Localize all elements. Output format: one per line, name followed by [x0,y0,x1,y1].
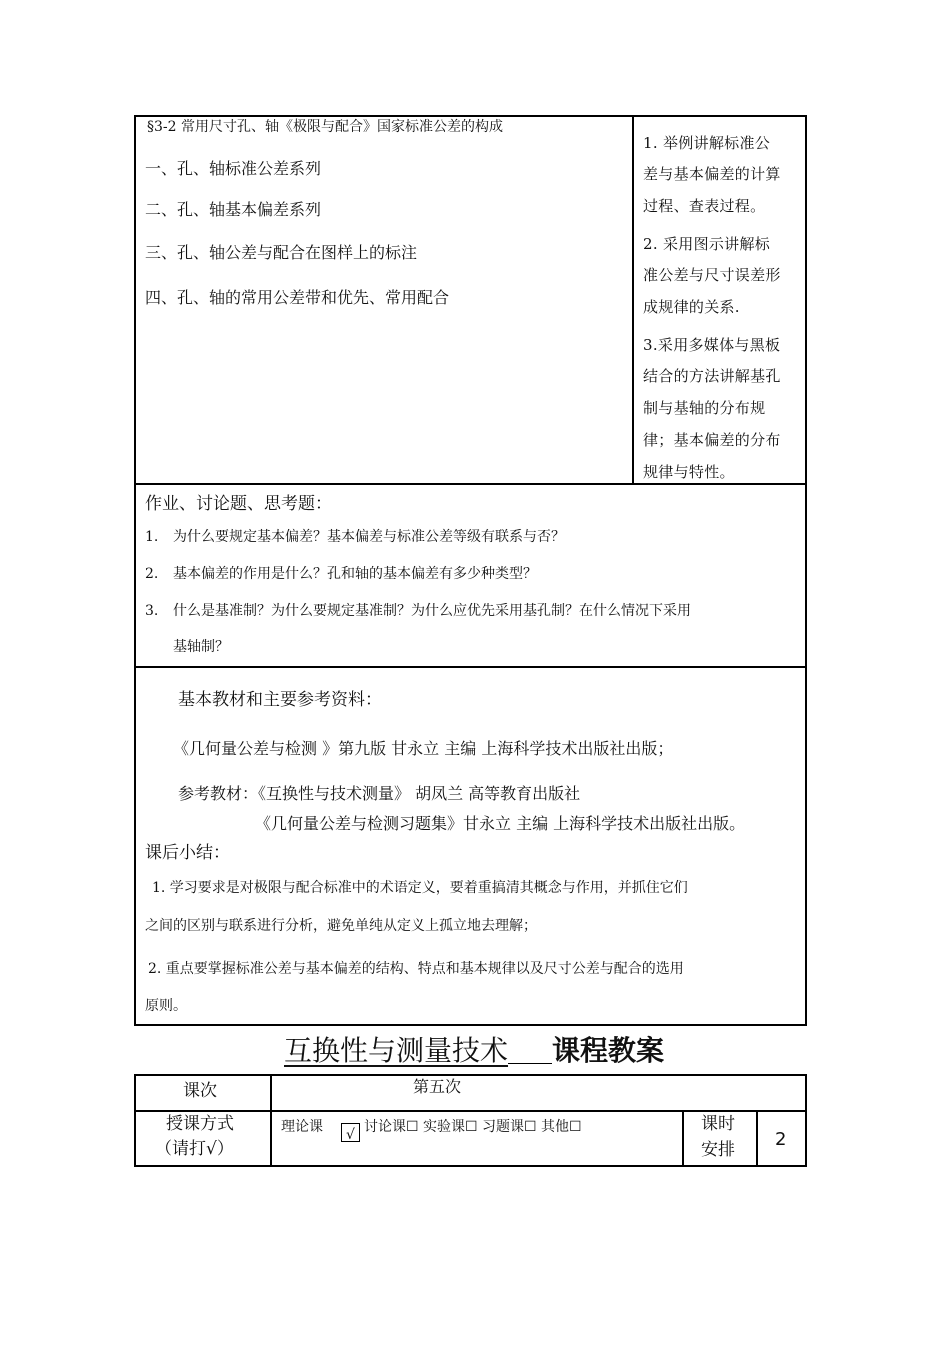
lesson-label: 课次 [183,1081,217,1101]
method-line: 成规律的关系. [643,298,740,316]
method-line: 律；基本偏差的分布 [643,431,781,449]
course-title-suffix: 课程教案 [552,1034,665,1067]
references-textbook: 《几何量公差与检测 》第九版 甘永立 主编 上海科学技术出版社出版； [173,739,674,758]
method-line: 结合的方法讲解基孔 [643,367,781,385]
homework-q2-number: 2. [145,566,159,582]
hours-label-line2: 安排 [701,1140,735,1160]
outline-item-3: 三、孔、轴公差与配合在图样上的标注 [145,243,418,262]
course-title-name: 互换性与测量技术 [284,1034,509,1067]
homework-q3-line2: 基轴制？ [173,639,229,655]
lesson-table-row-divider [135,1110,806,1112]
outline-section-title: §3-2 常用尺寸孔、轴《极限与配合》国家标准公差的构成 [147,119,503,135]
mode-label-line1: 授课方式 [166,1114,234,1134]
method-line: 差与基本偏差的计算 [643,165,781,183]
references-heading: 基本教材和主要参考资料： [178,690,382,710]
summary-heading: 课后小结： [145,843,230,863]
homework-q1: 为什么要规定基本偏差？基本偏差与标准公差等级有联系与否？ [173,529,565,545]
mode-theory-checkbox[interactable] [341,1123,360,1142]
hours-value: 2 [775,1129,787,1150]
references-divider [135,666,806,668]
lesson-table-hours-label-divider [682,1111,684,1166]
method-line: 3.采用多媒体与黑板 [643,336,781,354]
method-line: 2. 采用图示讲解标 [643,235,771,253]
mode-other-options: 讨论课☐ 实验课☐ 习题课☐ 其他☐ [364,1119,582,1135]
method-line: 过程、查表过程。 [643,197,766,215]
summary-p2-line2: 原则。 [145,998,187,1014]
summary-p1-line2: 之间的区别与联系进行分析，避免单纯从定义上孤立地去理解； [145,918,537,934]
homework-q3-line1: 什么是基准制？为什么要规定基准制？为什么应优先采用基孔制？在什么情况下采用 [173,603,691,619]
method-line: 制与基轴的分布规 [643,399,766,417]
lesson-table-hours-value-divider [756,1111,758,1166]
check-mark-icon: √ [346,1127,355,1143]
references-ref1: 参考教材：《互换性与技术测量》 胡凤兰 高等教育出版社 [178,784,581,803]
upper-table-column-divider [632,116,634,485]
homework-divider [135,483,806,485]
lesson-value: 第五次 [413,1077,462,1096]
homework-q3-number: 3. [145,603,159,619]
method-line: 规律与特性。 [643,463,735,481]
course-title-underline-gap [508,1039,552,1064]
course-title [284,1034,665,1067]
outline-item-2: 二、孔、轴基本偏差系列 [145,200,322,219]
homework-q2: 基本偏差的作用是什么？孔和轴的基本偏差有多少种类型？ [173,566,537,582]
lesson-table-label-divider [270,1075,272,1166]
mode-label-line2: （请打√） [155,1139,234,1159]
homework-heading: 作业、讨论题、思考题： [145,494,332,514]
hours-label-line1: 课时 [701,1114,735,1134]
method-line: 1. 举例讲解标准公 [643,134,771,152]
mode-theory-label: 理论课 [281,1119,323,1135]
summary-p2-line1: 2. 重点要掌握标准公差与基本偏差的结构、特点和基本规律以及尺寸公差与配合的选用 [148,961,684,977]
homework-q1-number: 1. [145,529,159,545]
references-ref2: 《几何量公差与检测习题集》甘永立 主编 上海科学技术出版社出版。 [255,814,746,833]
summary-p1-line1: 1. 学习要求是对极限与配合标准中的术语定义，要着重搞清其概念与作用，并抓住它们 [152,880,688,896]
method-line: 准公差与尺寸误差形 [643,266,781,284]
outline-item-4: 四、孔、轴的常用公差带和优先、常用配合 [145,288,450,307]
outline-item-1: 一、孔、轴标准公差系列 [145,159,322,178]
